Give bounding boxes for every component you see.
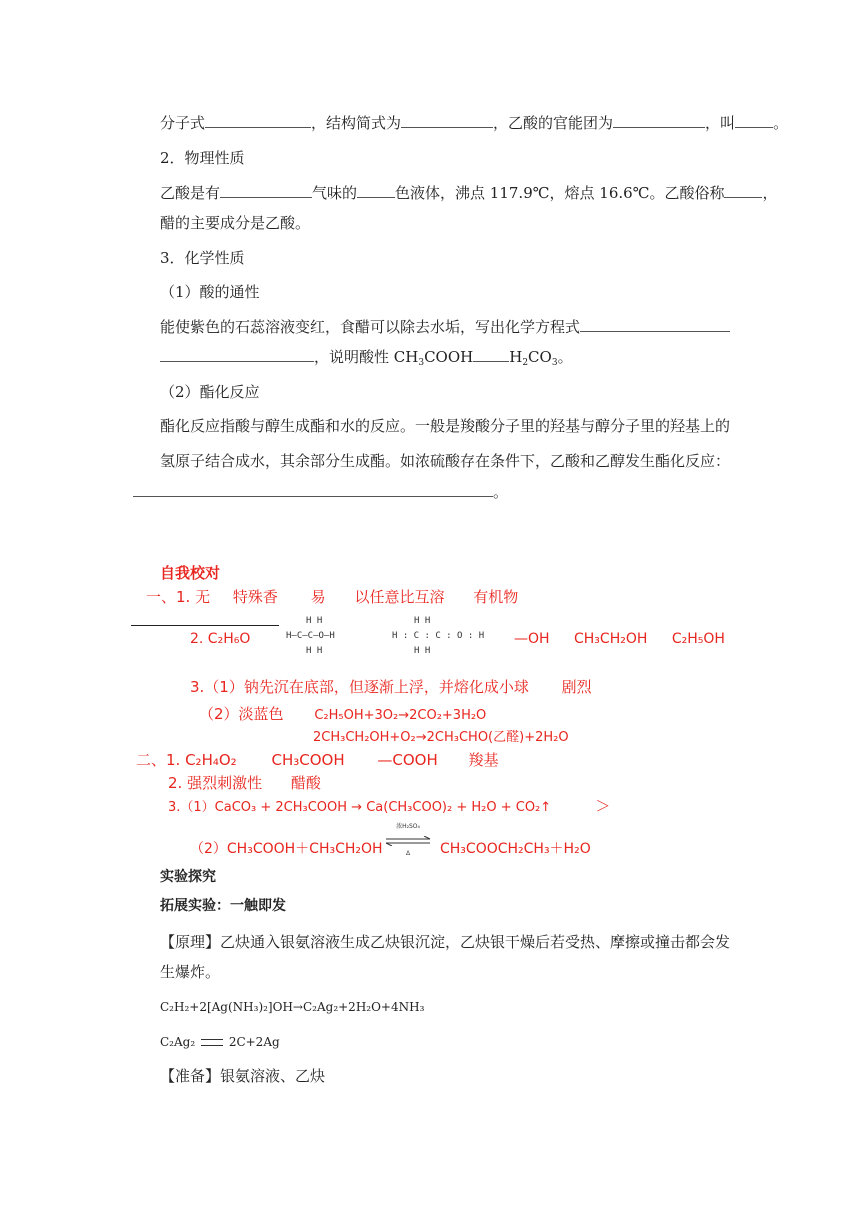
blank-group-name[interactable] xyxy=(735,113,773,128)
struct-top: H H xyxy=(414,616,431,626)
answer-key-title: 自我校对 xyxy=(160,564,221,582)
answer-text: 有机物 xyxy=(473,588,519,606)
answer-text: （2）淡蓝色 xyxy=(199,705,284,723)
answer-row-2-rest xyxy=(514,631,725,647)
condition-top: 浓H₂SO₄ xyxy=(396,823,420,830)
subscript: 2 xyxy=(522,358,529,368)
struct-bottom: H H xyxy=(306,646,323,656)
answer-text: 3.（1）CaCO₃ + 2CH₃COOH → Ca(CH₃COO)₂ + H₂O + CO₂↑ xyxy=(168,800,552,815)
blank-acidity-compare[interactable] xyxy=(473,347,509,362)
text: ，说明酸性 CH xyxy=(314,348,419,366)
text: 气味的 xyxy=(312,184,358,202)
answer-text: C₂H₅OH xyxy=(671,631,725,647)
answer-text: 醋酸 xyxy=(290,774,321,792)
struct-middle: H : C : C : O : H xyxy=(392,631,485,641)
principle-line-2: 生爆炸。 xyxy=(160,963,221,981)
answer-text: 羧基 xyxy=(468,751,499,769)
answer-row-8 xyxy=(168,795,610,816)
electron-formula-ethanol xyxy=(392,614,484,659)
answer-row-5: 2CH₃CH₂OH+O₂→2CH₃CHO(乙醛)+2H₂O xyxy=(313,730,569,745)
answer-text: 一、1. 无 xyxy=(146,588,211,606)
answer-text: —COOH xyxy=(377,751,438,769)
sub2-line-3 xyxy=(133,482,508,502)
text: 银氨溶液、乙炔 xyxy=(220,1067,326,1085)
text: 。 xyxy=(557,348,573,366)
formula-question-line xyxy=(160,113,788,133)
answer-text: 2. 强烈刺激性 xyxy=(168,774,263,792)
experiment-subheading: 拓展实验：一触即发 xyxy=(160,898,286,914)
equation-2 xyxy=(160,1032,280,1052)
equation-1: C₂H₂+2[Ag(NH₃)₂]OH→C₂Ag₂+2H₂O+4NH₃ xyxy=(160,1000,425,1014)
phys-line-2: 醋的主要成分是乙酸。 xyxy=(160,214,311,232)
chem-heading: 3．化学性质 xyxy=(160,249,245,267)
experiment-heading: 实验探究 xyxy=(160,869,216,885)
text: 色液体，沸点 117.9℃，熔点 16.6℃。乙酸俗称 xyxy=(395,184,725,202)
text: CO xyxy=(528,348,552,366)
blank-color[interactable] xyxy=(357,183,395,198)
struct-bottom: H H xyxy=(414,646,431,656)
text: 分子式 xyxy=(160,114,206,132)
answer-text: 易 xyxy=(310,588,326,606)
sub2-line-1: 酯化反应指酸与醇生成酯和水的反应。一般是羧酸分子里的羟基与醇分子里的羟基上的 xyxy=(160,417,731,435)
text: ，叫 xyxy=(705,114,736,132)
reaction-condition xyxy=(384,822,432,858)
text: ，乙酸的官能团为 xyxy=(493,114,614,132)
answer-divider xyxy=(131,625,279,626)
answer-row-9b: CH₃COOCH₂CH₃＋H₂O xyxy=(440,841,591,857)
answer-text: CH₃CH₂OH xyxy=(574,631,648,647)
principle-label: 【原理】 xyxy=(160,933,221,951)
blank-odor[interactable] xyxy=(220,183,312,198)
answer-text: 剧烈 xyxy=(561,678,592,696)
answer-row-2-formula: 2. C₂H₆O xyxy=(190,631,251,647)
blank-equation-part1[interactable] xyxy=(580,317,730,332)
answer-row-6 xyxy=(136,749,499,770)
answer-row-3 xyxy=(190,676,592,697)
text: 乙炔通入银氨溶液生成乙炔银沉淀，乙炔银干燥后若受热、摩擦或撞击都会发 xyxy=(220,933,731,951)
sub2-line-2: 氢原子结合成水，其余部分生成酯。如浓硫酸存在条件下，乙酸和乙醇发生酯化反应： xyxy=(160,452,731,470)
sub1-line-2 xyxy=(160,347,573,373)
blank-functional-group[interactable] xyxy=(613,113,705,128)
structural-formula-ethanol xyxy=(286,614,335,659)
blank-esterification-equation[interactable] xyxy=(133,482,493,497)
answer-text: 以任意比互溶 xyxy=(354,588,445,606)
answer-row-9a: （2）CH₃COOH＋CH₃CH₂OH xyxy=(190,841,383,857)
answer-text: 二、1. C₂H₄O₂ xyxy=(136,751,237,769)
blank-equation-part2[interactable] xyxy=(160,347,314,362)
text: ， xyxy=(762,184,778,202)
principle-line-1 xyxy=(160,932,730,952)
struct-middle: H—C—C—O—H xyxy=(286,631,335,641)
answer-text: ＞ xyxy=(595,797,611,815)
text: ，结构简式为 xyxy=(311,114,402,132)
phys-line-1 xyxy=(160,183,778,203)
sub1-heading: （1）酸的通性 xyxy=(160,283,260,301)
text: COOH xyxy=(424,348,474,366)
prep-label: 【准备】 xyxy=(160,1067,221,1085)
subscript: 3 xyxy=(551,358,558,368)
answer-row-7 xyxy=(168,772,321,793)
text: 能使紫色的石蕊溶液变红，食醋可以除去水垢，写出化学方程式 xyxy=(160,318,581,336)
text: C₂Ag₂ xyxy=(160,1035,196,1049)
phys-heading: 2．物理性质 xyxy=(160,149,245,167)
blank-common-name[interactable] xyxy=(724,183,762,198)
text: 。 xyxy=(493,483,509,501)
equals-sign-icon xyxy=(201,1039,223,1046)
answer-row-1 xyxy=(146,586,518,607)
text: 乙酸是有 xyxy=(160,184,221,202)
text: 。 xyxy=(773,114,789,132)
sub2-heading: （2）酯化反应 xyxy=(160,383,260,401)
prep-line xyxy=(160,1066,325,1086)
blank-molecular-formula[interactable] xyxy=(205,113,311,128)
answer-row-4 xyxy=(199,703,486,724)
struct-top: H H xyxy=(306,616,323,626)
subscript: 3 xyxy=(418,358,425,368)
answer-text: —OH xyxy=(514,631,550,647)
answer-text: 3.（1）钠先沉在底部，但逐渐上浮，并熔化成小球 xyxy=(190,678,529,696)
text: H xyxy=(509,348,523,366)
reversible-arrow-icon xyxy=(384,836,432,846)
answer-text: CH₃COOH xyxy=(271,751,345,769)
blank-structural-formula[interactable] xyxy=(401,113,493,128)
answer-text: C₂H₅OH+3O₂→2CO₂+3H₂O xyxy=(314,708,487,723)
condition-bottom: Δ xyxy=(405,850,411,857)
sub1-line-1 xyxy=(160,317,730,337)
answer-text: 特殊香 xyxy=(232,588,278,606)
text: 2C+2Ag xyxy=(228,1035,280,1049)
